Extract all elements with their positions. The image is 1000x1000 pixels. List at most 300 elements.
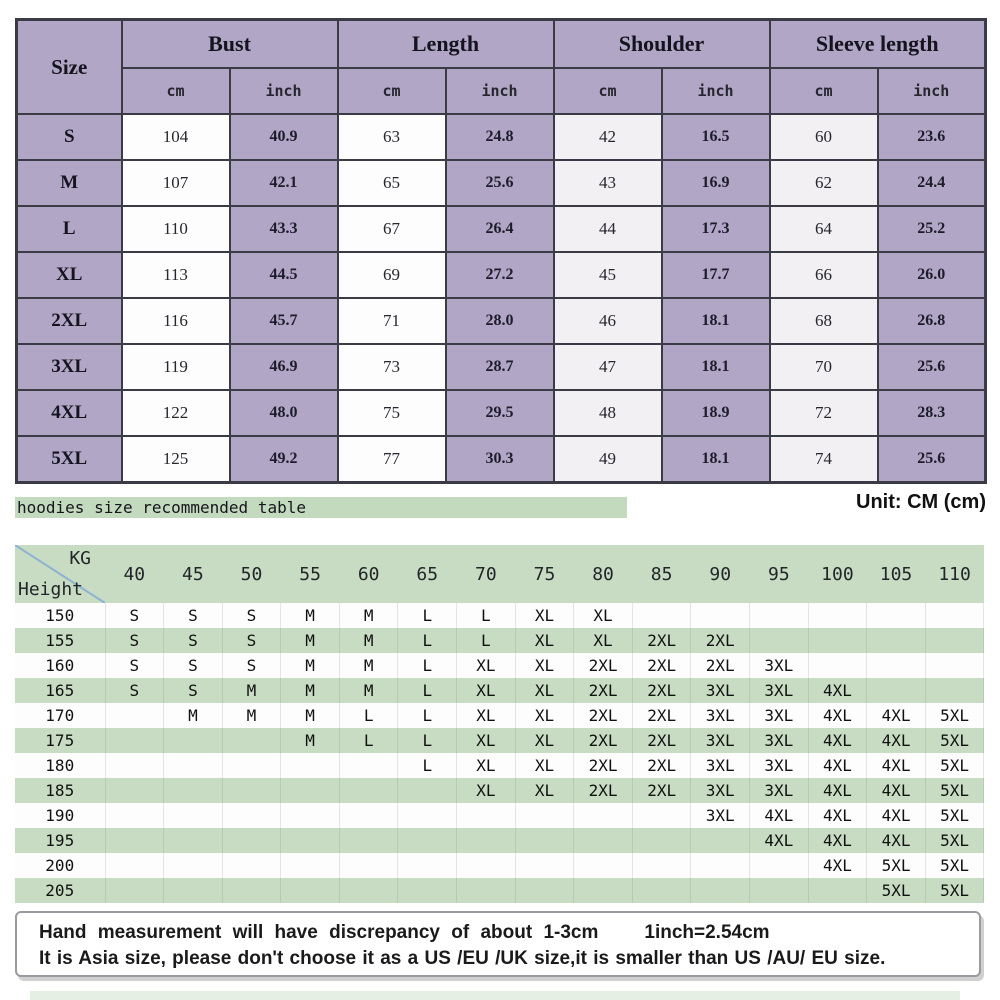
recommended-size-cell: L (398, 703, 457, 728)
recommended-size-cell: L (398, 653, 457, 678)
recommended-size-cell: 2XL (691, 653, 750, 678)
recommended-size-cell (222, 803, 281, 828)
shoulder-header: Shoulder (554, 20, 770, 69)
height-label-cell: 170 (15, 703, 105, 728)
recommended-size-cell: S (105, 603, 164, 628)
size-label-cell: 5XL (17, 436, 122, 483)
measurement-cell: 64 (770, 206, 878, 252)
measurement-cell: 49 (554, 436, 662, 483)
recommended-size-cell (808, 628, 867, 653)
recommended-size-cell: M (281, 728, 340, 753)
recommended-size-cell (515, 878, 574, 903)
size-chart-body (17, 114, 986, 483)
recommended-size-cell: 5XL (925, 803, 984, 828)
recommended-size-cell: 4XL (867, 828, 926, 853)
height-label-cell: 205 (15, 878, 105, 903)
recommended-size-cell (222, 828, 281, 853)
measurement-cell: 18.1 (662, 298, 770, 344)
recommend-row (15, 728, 984, 753)
measurement-cell: 26.8 (878, 298, 986, 344)
bust-header: Bust (122, 20, 338, 69)
recommended-size-cell (632, 803, 691, 828)
length-inch-header: inch (446, 68, 554, 114)
recommended-size-cell (164, 878, 223, 903)
recommended-size-cell: XL (515, 653, 574, 678)
measurement-cell: 24.8 (446, 114, 554, 160)
recommended-size-cell (164, 778, 223, 803)
recommended-size-cell: 4XL (808, 828, 867, 853)
measurement-cell: 48.0 (230, 390, 338, 436)
measurement-cell: 74 (770, 436, 878, 483)
recommended-size-cell: S (164, 678, 223, 703)
recommended-size-cell: 3XL (750, 778, 809, 803)
recommend-row (15, 878, 984, 903)
recommended-size-cell: 4XL (750, 828, 809, 853)
measurement-cell: 70 (770, 344, 878, 390)
recommended-size-cell (808, 878, 867, 903)
recommended-size-cell: XL (515, 703, 574, 728)
recommended-size-cell (222, 753, 281, 778)
measurement-cell: 65 (338, 160, 446, 206)
weight-header-cell: 95 (750, 545, 809, 603)
recommended-size-cell: M (339, 628, 398, 653)
recommended-size-cell: XL (574, 628, 633, 653)
measurement-cell: 122 (122, 390, 230, 436)
recommended-size-cell: XL (515, 728, 574, 753)
measurement-cell: 25.6 (878, 344, 986, 390)
bust-inch-header: inch (230, 68, 338, 114)
height-label-cell: 175 (15, 728, 105, 753)
group-header-row (17, 20, 986, 69)
recommended-size-cell: L (398, 628, 457, 653)
recommend-row (15, 803, 984, 828)
recommended-size-cell: 2XL (632, 678, 691, 703)
height-axis-label: Height (18, 579, 84, 600)
sleeve-inch-header: inch (878, 68, 986, 114)
weight-header-cell: 105 (867, 545, 926, 603)
measurement-cell: 45.7 (230, 298, 338, 344)
measurement-cell: 73 (338, 344, 446, 390)
measurement-cell: 28.3 (878, 390, 986, 436)
recommended-size-cell: 2XL (632, 703, 691, 728)
recommend-row (15, 628, 984, 653)
size-chart-row (17, 436, 986, 483)
recommended-size-cell: 2XL (691, 628, 750, 653)
measurement-cell: 75 (338, 390, 446, 436)
measurement-cell: 29.5 (446, 390, 554, 436)
measurement-cell: 26.4 (446, 206, 554, 252)
recommended-size-cell (105, 828, 164, 853)
recommended-size-cell: 2XL (632, 778, 691, 803)
recommended-size-cell: S (164, 628, 223, 653)
recommended-size-cell: 2XL (632, 728, 691, 753)
size-label-cell: S (17, 114, 122, 160)
footer-line1 (39, 922, 979, 944)
recommended-size-cell (515, 803, 574, 828)
recommended-size-cell (222, 878, 281, 903)
recommended-size-cell: 5XL (925, 728, 984, 753)
size-chart-table (15, 18, 987, 484)
footer-line1-right: 1inch=2.54cm (644, 922, 770, 943)
recommended-size-cell (339, 853, 398, 878)
recommended-size-cell (222, 728, 281, 753)
recommended-size-cell (750, 853, 809, 878)
recommended-size-cell: 4XL (808, 728, 867, 753)
recommended-size-cell (339, 828, 398, 853)
recommended-size-cell (398, 878, 457, 903)
recommended-size-cell (632, 853, 691, 878)
recommended-size-cell: 3XL (691, 678, 750, 703)
recommended-size-cell: XL (457, 728, 516, 753)
recommended-size-cell (457, 878, 516, 903)
recommended-size-cell: XL (515, 628, 574, 653)
recommended-size-cell: 3XL (750, 753, 809, 778)
recommended-size-cell (808, 603, 867, 628)
measurement-cell: 67 (338, 206, 446, 252)
recommended-size-cell: M (281, 703, 340, 728)
measurement-cell: 25.6 (446, 160, 554, 206)
recommended-size-cell (105, 778, 164, 803)
measurement-cell: 125 (122, 436, 230, 483)
recommended-size-cell: 3XL (750, 678, 809, 703)
weight-header-cell: 65 (398, 545, 457, 603)
recommended-size-cell: S (222, 628, 281, 653)
recommended-size-cell: 5XL (925, 878, 984, 903)
height-label-cell: 190 (15, 803, 105, 828)
recommended-size-cell: 5XL (925, 853, 984, 878)
recommended-size-cell: 2XL (574, 703, 633, 728)
recommended-size-cell (691, 878, 750, 903)
recommended-size-cell: S (164, 653, 223, 678)
recommended-size-cell: S (222, 603, 281, 628)
recommended-size-cell (164, 828, 223, 853)
recommended-size-cell (867, 653, 926, 678)
measurement-cell: 25.6 (878, 436, 986, 483)
recommended-size-cell (281, 828, 340, 853)
recommended-size-cell (750, 878, 809, 903)
recommended-size-cell: 4XL (808, 678, 867, 703)
measurement-cell: 46 (554, 298, 662, 344)
recommend-row (15, 653, 984, 678)
recommended-size-cell (105, 878, 164, 903)
recommended-size-cell (925, 603, 984, 628)
kg-axis-label: KG (69, 548, 91, 569)
recommended-size-cell (164, 853, 223, 878)
weight-header-cell: 60 (339, 545, 398, 603)
measurement-cell: 16.9 (662, 160, 770, 206)
recommended-size-cell (515, 828, 574, 853)
unit-label: Unit: CM (cm) (856, 491, 986, 513)
recommended-size-cell: 5XL (925, 703, 984, 728)
recommended-size-cell: 3XL (691, 803, 750, 828)
recommended-size-cell: M (281, 628, 340, 653)
recommended-size-cell: 4XL (808, 703, 867, 728)
measurement-cell: 43.3 (230, 206, 338, 252)
recommended-size-cell: S (222, 653, 281, 678)
sleeve-cm-header: cm (770, 68, 878, 114)
recommend-row (15, 753, 984, 778)
measurement-cell: 69 (338, 252, 446, 298)
recommended-size-cell (925, 678, 984, 703)
measurement-cell: 104 (122, 114, 230, 160)
recommended-size-cell: 4XL (808, 803, 867, 828)
size-corner-header: Size (17, 20, 122, 115)
recommended-size-cell (691, 603, 750, 628)
measurement-cell: 18.1 (662, 344, 770, 390)
measurement-cell: 24.4 (878, 160, 986, 206)
height-label-cell: 185 (15, 778, 105, 803)
measurement-cell: 23.6 (878, 114, 986, 160)
recommend-table-title: hoodies size recommended table (17, 498, 306, 517)
recommended-size-cell: XL (515, 603, 574, 628)
recommended-size-cell (339, 753, 398, 778)
recommend-table-body (15, 603, 984, 903)
measurement-cell: 116 (122, 298, 230, 344)
shoulder-cm-header: cm (554, 68, 662, 114)
recommended-size-cell: M (339, 603, 398, 628)
recommend-table-title-bar (15, 497, 627, 518)
weight-header-cell: 100 (808, 545, 867, 603)
measurement-cell: 60 (770, 114, 878, 160)
recommended-size-cell: L (339, 728, 398, 753)
recommended-size-cell (867, 678, 926, 703)
size-chart-row (17, 344, 986, 390)
recommended-size-cell: 2XL (574, 728, 633, 753)
recommended-size-cell: XL (515, 678, 574, 703)
recommended-size-cell (691, 828, 750, 853)
footer-note-box (15, 911, 981, 977)
recommended-size-cell: S (105, 678, 164, 703)
size-label-cell: 4XL (17, 390, 122, 436)
recommended-size-cell: L (398, 728, 457, 753)
recommended-size-cell (105, 703, 164, 728)
recommended-size-cell: XL (574, 603, 633, 628)
size-chart-row (17, 298, 986, 344)
recommended-size-cell: M (339, 653, 398, 678)
bust-cm-header: cm (122, 68, 230, 114)
size-label-cell: L (17, 206, 122, 252)
recommended-size-cell (398, 803, 457, 828)
recommended-size-cell: XL (515, 753, 574, 778)
recommended-size-cell (281, 878, 340, 903)
measurement-cell: 44 (554, 206, 662, 252)
weight-header-cell: 80 (574, 545, 633, 603)
recommended-size-cell: 4XL (808, 753, 867, 778)
recommended-size-cell: 3XL (750, 703, 809, 728)
measurement-cell: 113 (122, 252, 230, 298)
recommended-size-cell: M (281, 678, 340, 703)
recommend-row (15, 678, 984, 703)
recommended-size-cell: 4XL (867, 803, 926, 828)
recommended-size-cell: M (281, 653, 340, 678)
recommended-size-cell (398, 778, 457, 803)
measurement-cell: 44.5 (230, 252, 338, 298)
recommended-size-cell (574, 803, 633, 828)
recommended-size-cell (632, 603, 691, 628)
weight-header-cell: 55 (281, 545, 340, 603)
recommended-size-cell (515, 853, 574, 878)
recommended-size-cell (574, 828, 633, 853)
recommended-size-cell (750, 603, 809, 628)
measurement-cell: 43 (554, 160, 662, 206)
measurement-cell: 107 (122, 160, 230, 206)
height-label-cell: 155 (15, 628, 105, 653)
measurement-cell: 42 (554, 114, 662, 160)
recommended-size-cell: M (164, 703, 223, 728)
recommended-size-cell: 3XL (691, 778, 750, 803)
measurement-cell: 17.7 (662, 252, 770, 298)
weight-header-cell: 45 (164, 545, 223, 603)
measurement-cell: 18.9 (662, 390, 770, 436)
weight-header-cell: 85 (632, 545, 691, 603)
recommended-size-cell: 2XL (632, 753, 691, 778)
recommended-size-cell: 5XL (925, 828, 984, 853)
size-chart-row (17, 252, 986, 298)
measurement-cell: 49.2 (230, 436, 338, 483)
recommended-size-cell: 5XL (925, 753, 984, 778)
recommended-size-cell (164, 803, 223, 828)
recommended-size-cell: XL (457, 778, 516, 803)
shoulder-inch-header: inch (662, 68, 770, 114)
measurement-cell: 63 (338, 114, 446, 160)
recommended-size-cell: M (222, 678, 281, 703)
recommended-size-cell (105, 753, 164, 778)
recommended-size-cell: 4XL (867, 753, 926, 778)
recommend-row (15, 603, 984, 628)
height-label-cell: 200 (15, 853, 105, 878)
recommended-size-cell: XL (457, 703, 516, 728)
recommended-size-cell: XL (457, 678, 516, 703)
measurement-cell: 25.2 (878, 206, 986, 252)
recommended-size-cell: 3XL (691, 728, 750, 753)
measurement-cell: 42.1 (230, 160, 338, 206)
recommended-size-cell (105, 853, 164, 878)
recommended-size-cell (398, 853, 457, 878)
recommended-size-cell (457, 828, 516, 853)
recommended-size-cell: 3XL (750, 653, 809, 678)
recommended-size-cell: 2XL (632, 628, 691, 653)
height-label-cell: 160 (15, 653, 105, 678)
measurement-cell: 30.3 (446, 436, 554, 483)
recommended-size-cell: M (222, 703, 281, 728)
recommended-size-cell: L (457, 603, 516, 628)
measurement-cell: 77 (338, 436, 446, 483)
size-label-cell: 2XL (17, 298, 122, 344)
recommended-size-cell: M (281, 603, 340, 628)
recommended-size-cell: L (339, 703, 398, 728)
recommended-size-cell: 4XL (808, 853, 867, 878)
recommended-size-cell (281, 778, 340, 803)
recommended-size-cell: M (339, 678, 398, 703)
recommended-size-cell (574, 878, 633, 903)
recommended-size-cell: 5XL (867, 853, 926, 878)
recommended-size-cell (867, 628, 926, 653)
weight-header-cell: 40 (105, 545, 164, 603)
size-label-cell: M (17, 160, 122, 206)
measurement-cell: 28.0 (446, 298, 554, 344)
weight-header-cell: 75 (515, 545, 574, 603)
measurement-cell: 17.3 (662, 206, 770, 252)
height-label-cell: 150 (15, 603, 105, 628)
recommended-size-cell (457, 803, 516, 828)
recommend-row (15, 703, 984, 728)
size-chart-row (17, 114, 986, 160)
recommended-size-cell: 4XL (808, 778, 867, 803)
recommended-size-cell: S (105, 653, 164, 678)
recommended-size-cell (164, 753, 223, 778)
recommended-size-cell (867, 603, 926, 628)
recommend-row (15, 853, 984, 878)
recommended-size-cell (750, 628, 809, 653)
recommended-size-cell (457, 853, 516, 878)
recommended-size-cell: S (105, 628, 164, 653)
length-header: Length (338, 20, 554, 69)
recommended-size-cell: 4XL (867, 703, 926, 728)
size-label-cell: 3XL (17, 344, 122, 390)
recommended-size-cell: 2XL (574, 653, 633, 678)
measurement-cell: 27.2 (446, 252, 554, 298)
recommended-size-cell: L (457, 628, 516, 653)
recommended-size-cell: 5XL (867, 878, 926, 903)
recommended-size-cell (281, 753, 340, 778)
footer-line2: It is Asia size, please don't choose it as a US /EU /UK size,it is smaller than US /AU/ EU size. (39, 948, 886, 969)
recommended-size-cell: L (398, 603, 457, 628)
height-label-cell: 165 (15, 678, 105, 703)
sleeve-length-header: Sleeve length (770, 20, 986, 69)
measurement-cell: 66 (770, 252, 878, 298)
height-label-cell: 180 (15, 753, 105, 778)
recommended-size-cell (281, 853, 340, 878)
bottom-green-strip (30, 991, 960, 1000)
recommend-row (15, 778, 984, 803)
recommended-size-cell: 2XL (574, 678, 633, 703)
recommended-size-cell: S (164, 603, 223, 628)
recommended-size-cell (222, 853, 281, 878)
measurement-cell: 26.0 (878, 252, 986, 298)
weight-header-cell: 50 (222, 545, 281, 603)
measurement-cell: 40.9 (230, 114, 338, 160)
recommended-size-cell (339, 878, 398, 903)
recommended-size-cell (105, 803, 164, 828)
recommended-size-cell: XL (457, 653, 516, 678)
measurement-cell: 45 (554, 252, 662, 298)
recommended-size-cell (164, 728, 223, 753)
size-label-cell: XL (17, 252, 122, 298)
weight-header-cell: 110 (925, 545, 984, 603)
recommended-size-cell: L (398, 753, 457, 778)
recommended-size-cell (339, 778, 398, 803)
measurement-cell: 48 (554, 390, 662, 436)
recommended-size-cell (398, 828, 457, 853)
weight-header-row (15, 545, 984, 603)
recommended-size-cell: 4XL (867, 728, 926, 753)
size-chart-row (17, 160, 986, 206)
recommended-size-cell (281, 803, 340, 828)
measurement-cell: 72 (770, 390, 878, 436)
recommend-table (15, 545, 984, 903)
measurement-cell: 110 (122, 206, 230, 252)
recommended-size-cell (574, 853, 633, 878)
recommended-size-cell: 3XL (750, 728, 809, 753)
recommended-size-cell: 3XL (691, 753, 750, 778)
weight-header-cell: 70 (457, 545, 516, 603)
recommended-size-cell: 2XL (632, 653, 691, 678)
recommended-size-cell (925, 628, 984, 653)
recommended-size-cell: XL (515, 778, 574, 803)
measurement-cell: 71 (338, 298, 446, 344)
kg-height-corner-cell (15, 545, 105, 603)
measurement-cell: 18.1 (662, 436, 770, 483)
